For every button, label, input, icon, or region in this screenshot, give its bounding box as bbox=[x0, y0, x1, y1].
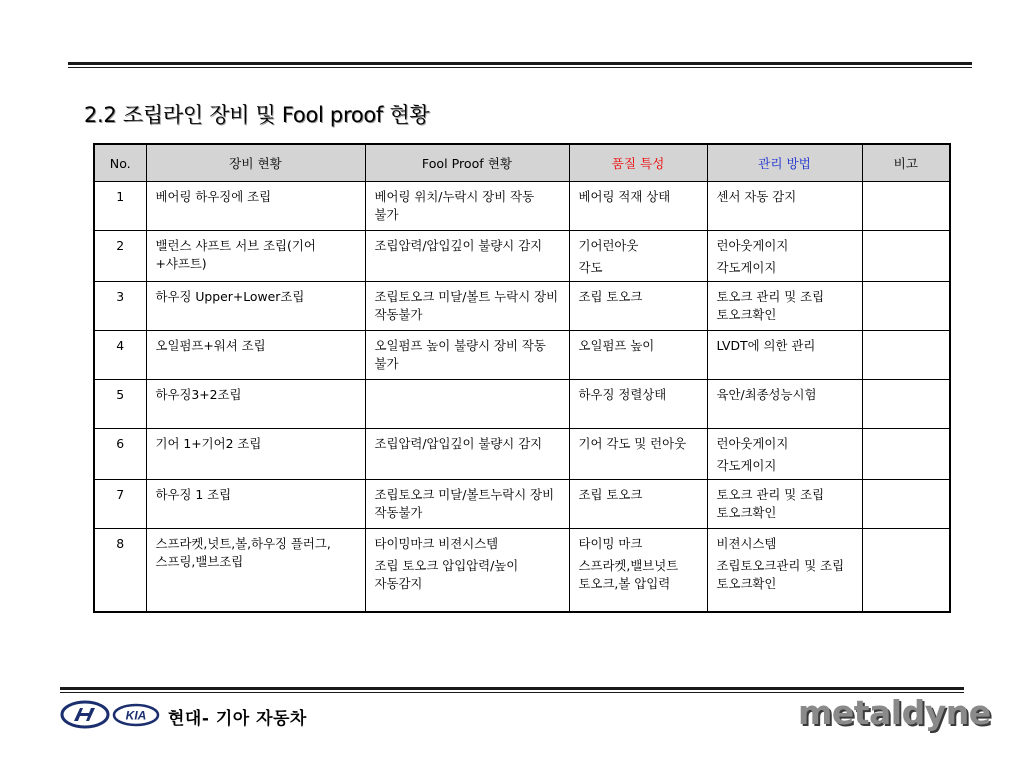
header-remarks: 비고 bbox=[862, 144, 950, 182]
top-rule-thin bbox=[68, 67, 972, 68]
cell-line: 오일펌프 높이 bbox=[578, 338, 655, 353]
cell-line: 타이밍마크 비젼시스템 bbox=[374, 536, 499, 551]
kia-logo-icon bbox=[112, 703, 160, 727]
cell-quality bbox=[569, 529, 707, 612]
equipment-table bbox=[93, 143, 951, 613]
cell-foolproof bbox=[365, 182, 569, 231]
cell-line: 스프라켓,밸브넛트 토오크,볼 압입력 bbox=[578, 558, 679, 591]
header-equipment: 장비 현황 bbox=[146, 144, 365, 182]
cell-management bbox=[707, 331, 862, 380]
cell-line: 오일펌프 높이 불량시 장비 작동 불가 bbox=[374, 338, 546, 371]
cell-remarks bbox=[862, 480, 950, 529]
cell-line: 조립 토오크 bbox=[578, 487, 643, 502]
cell-remarks bbox=[862, 282, 950, 331]
cell-foolproof bbox=[365, 380, 569, 429]
cell-line: 조립 토오크 압입압력/높이 자동감지 bbox=[374, 558, 519, 591]
header-management: 관리 방법 bbox=[707, 144, 862, 182]
cell-line: LVDT에 의한 관리 bbox=[716, 338, 816, 353]
table-row bbox=[94, 380, 950, 429]
table-row bbox=[94, 231, 950, 282]
cell-line: 센서 자동 감지 bbox=[716, 189, 797, 204]
cell-line: 각도게이지 bbox=[716, 458, 777, 473]
cell-equipment: 기어 1+기어2 조립 bbox=[146, 429, 365, 480]
cell-line: 베어링 위치/누락시 장비 작동 불가 bbox=[374, 189, 535, 222]
top-rule-thick bbox=[68, 62, 972, 65]
cell-line: 기어 각도 및 런아웃 bbox=[578, 436, 687, 451]
cell-equipment: 하우징3+2조립 bbox=[146, 380, 365, 429]
cell-no: 3 bbox=[94, 282, 146, 331]
cell-line: 하우징 정렬상태 bbox=[578, 387, 667, 402]
cell-quality bbox=[569, 429, 707, 480]
cell-equipment: 스프라켓,넛트,볼,하우징 플러그,스프링,밸브조립 bbox=[146, 529, 365, 612]
cell-remarks bbox=[862, 429, 950, 480]
cell-foolproof bbox=[365, 282, 569, 331]
cell-line: 각도게이지 bbox=[716, 260, 777, 275]
footer-rule-thick bbox=[60, 687, 964, 690]
table-row bbox=[94, 429, 950, 480]
table-row bbox=[94, 331, 950, 380]
table-header-row bbox=[94, 144, 950, 182]
cell-management bbox=[707, 182, 862, 231]
cell-foolproof bbox=[365, 331, 569, 380]
table-row bbox=[94, 182, 950, 231]
company-name: 현대- 기아 자동차 bbox=[168, 709, 307, 729]
cell-no: 2 bbox=[94, 231, 146, 282]
cell-quality bbox=[569, 182, 707, 231]
cell-management bbox=[707, 480, 862, 529]
cell-line: 조립압력/압입깊이 불량시 감지 bbox=[374, 436, 543, 451]
cell-management bbox=[707, 380, 862, 429]
cell-no: 8 bbox=[94, 529, 146, 612]
cell-line: 기어런아웃 bbox=[578, 238, 639, 253]
cell-line: 타이밍 마크 bbox=[578, 536, 643, 551]
cell-remarks bbox=[862, 182, 950, 231]
cell-line: 조립토오크 미달/볼트누락시 장비 작동불가 bbox=[374, 487, 555, 520]
cell-remarks bbox=[862, 380, 950, 429]
table-row bbox=[94, 529, 950, 612]
header-no: No. bbox=[94, 144, 146, 182]
cell-equipment: 하우징 1 조립 bbox=[146, 480, 365, 529]
cell-line: 런아웃게이지 bbox=[716, 436, 789, 451]
header-quality: 품질 특성 bbox=[569, 144, 707, 182]
svg-text:KIA: KIA bbox=[125, 708, 147, 723]
cell-foolproof bbox=[365, 480, 569, 529]
cell-no: 5 bbox=[94, 380, 146, 429]
cell-quality bbox=[569, 331, 707, 380]
cell-line: 조립토오크관리 및 조립 토오크확인 bbox=[716, 558, 845, 591]
cell-no: 6 bbox=[94, 429, 146, 480]
cell-foolproof bbox=[365, 429, 569, 480]
table-row bbox=[94, 480, 950, 529]
cell-foolproof bbox=[365, 529, 569, 612]
cell-line: 토오크 관리 및 조립 토오크확인 bbox=[716, 487, 825, 520]
table-body bbox=[94, 182, 950, 612]
cell-line: 육안/최종성능시험 bbox=[716, 387, 817, 402]
cell-line: 런아웃게이지 bbox=[716, 238, 789, 253]
cell-equipment: 오일펌프+워셔 조립 bbox=[146, 331, 365, 380]
cell-quality bbox=[569, 480, 707, 529]
cell-line: 베어링 적재 상태 bbox=[578, 189, 671, 204]
slide-title: 2.2 조립라인 장비 및 Fool proof 현황 bbox=[84, 103, 430, 127]
cell-no: 1 bbox=[94, 182, 146, 231]
cell-foolproof bbox=[365, 231, 569, 282]
cell-quality bbox=[569, 282, 707, 331]
cell-equipment: 밸런스 샤프트 서브 조립(기어+샤프트) bbox=[146, 231, 365, 282]
cell-quality bbox=[569, 231, 707, 282]
cell-remarks bbox=[862, 529, 950, 612]
cell-line: 조립압력/압입깊이 불량시 감지 bbox=[374, 238, 543, 253]
cell-line: 비젼시스템 bbox=[716, 536, 777, 551]
header-foolproof: Fool Proof 현황 bbox=[365, 144, 569, 182]
table-row bbox=[94, 282, 950, 331]
cell-equipment: 베어링 하우징에 조립 bbox=[146, 182, 365, 231]
hyundai-logo-icon bbox=[60, 700, 110, 729]
cell-management bbox=[707, 429, 862, 480]
cell-remarks bbox=[862, 231, 950, 282]
cell-equipment: 하우징 Upper+Lower조립 bbox=[146, 282, 365, 331]
cell-management bbox=[707, 529, 862, 612]
cell-no: 4 bbox=[94, 331, 146, 380]
cell-line: 조립토오크 미달/볼트 누락시 장비 작동불가 bbox=[374, 289, 559, 322]
cell-quality bbox=[569, 380, 707, 429]
metaldyne-logo: metaldyne bbox=[798, 693, 991, 732]
cell-management bbox=[707, 231, 862, 282]
cell-remarks bbox=[862, 331, 950, 380]
cell-no: 7 bbox=[94, 480, 146, 529]
cell-line: 각도 bbox=[578, 260, 603, 275]
cell-line: 조립 토오크 bbox=[578, 289, 643, 304]
cell-line: 토오크 관리 및 조립 토오크확인 bbox=[716, 289, 825, 322]
cell-management bbox=[707, 282, 862, 331]
